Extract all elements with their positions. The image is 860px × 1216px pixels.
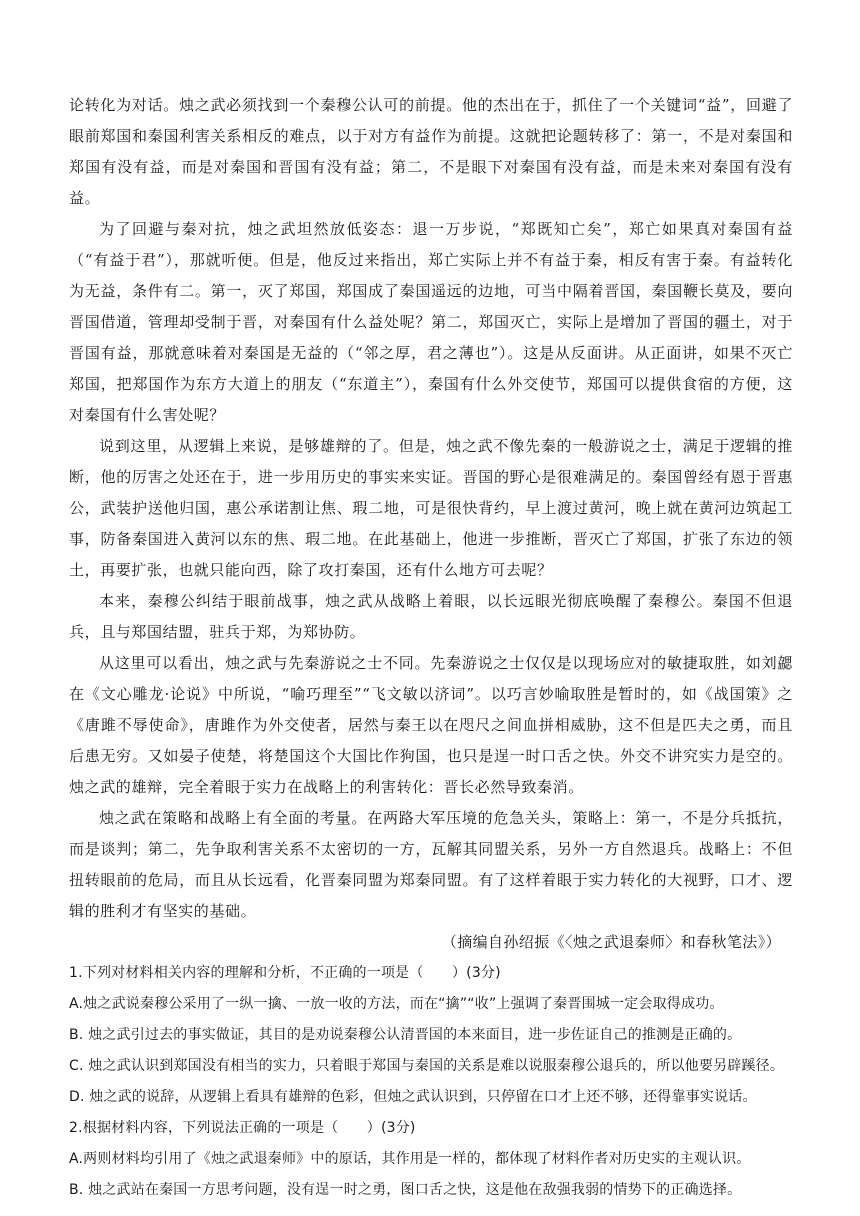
source-citation: （摘编自孙绍振《〈烛之武退秦师〉和春秋笔法》） [441,933,781,951]
paragraph-3: 说到这里，从逻辑上来说，是够雄辩的了。但是，烛之武不像先秦的一般游说之士，满足于逻辑的推断，他的厉害之处还在于，进一步用历史的事实来实证。晋国的野心是很难满足的。秦国曾经有恩于晋惠公，武装护送他归国，惠公承诺割让焦、瑕二地，可是很快背约，早上渡过黄河，晚上就在黄河边筑起工事，防备秦国进入黄河以东的焦、瑕二地。在此基础上，他进一步推断，晋灭亡了郑国，扩张了东边的领土，再要扩张，也就只能向西，除了攻打秦国，还有什么地方可去呢？ [69,437,793,579]
paragraph-2: 为了回避与秦对抗，烛之武坦然放低姿态：退一万步说，“郑既知亡矣”，郑亡如果真对秦国有益（“有益于君”），那就听便。但是，他反过来指出，郑亡实际上并不有益于秦，相反有害于秦。有益转化为无益，条件有二。第一，灭了郑国，郑国成了秦国遥远的边地，可当中隔着晋国，秦国鞭长莫及，要向晋国借道，管理却受制于晋，对秦国有什么益处呢？第二，郑国灭亡，实际上是增加了晋国的疆土，对于晋国有益，那就意味着对秦国是无益的（“邻之厚，君之薄也”）。这是从反面讲。从正面讲，如果不灭亡郑国，把郑国作为东方大道上的朋友（“东道主”），秦国有什么外交使节，郑国可以提供食宿的方便，这对秦国有什么害处呢？ [69,220,793,424]
question-2-stem: 2.根据材料内容，下列说法正确的一项是（ ）(3分) [69,1120,416,1136]
paragraph-1: 论转化为对话。烛之武必须找到一个秦穆公认可的前提。他的杰出在于，抓住了一个关键词“益”，回避了眼前郑国和秦国利害关系相反的难点，以于对方有益作为前提。这就把论题转移了：第一，不是对秦国和郑国有没有益，而是对秦国和晋国有没有益；第二，不是眼下对秦国有没有益，而是未来对秦国有没有益。 [69,96,793,207]
document-page [69,90,793,1206]
question-2-option-a: A.两则材料均引用了《烛之武退秦师》中的原话，其作用是一样的，都体现了材料作者对历史实的主观认识。 [69,1151,751,1167]
paragraph-5: 从这里可以看出，烛之武与先秦游说之士不同。先秦游说之士仅仅是以现场应对的敏捷取胜，如刘勰在《文心雕龙·论说》中所说，“喻巧理至”“飞文敏以济词”。以巧言妙喻取胜是暂时的，如《战国策》之《唐雎不辱使命》，唐雎作为外交使者，居然与秦王以在咫尺之间血拼相威胁，这不但是匹夫之勇，而且后患无穷。又如晏子使楚，将楚国这个大国比作狗国，也只是逞一时口舌之快。外交不讲究实力是空的。烛之武的雄辩，完全着眼于实力在战略上的利害转化：晋长必然导致秦消。 [69,654,793,796]
paragraph-6: 烛之武在策略和战略上有全面的考量。在两路大军压境的危急关头，策略上：第一，不是分兵抵抗，而是谈判；第二，先争取利害关系不太密切的一方，瓦解其同盟关系，另外一方自然退兵。战略上：不但扭转眼前的危局，而且从长远看，化晋秦同盟为郑秦同盟。有了这样着眼于实力转化的大视野，口才、逻辑的胜利才有坚实的基础。 [69,809,793,920]
question-1-stem: 1.下列对材料相关内容的理解和分析，不正确的一项是（ ）(3分) [69,965,501,981]
question-1 [69,958,793,1113]
essay-body [69,90,793,927]
question-1-option-b: B. 烛之武引过去的事实做证，其目的是劝说秦穆公认清晋国的本来面目，进一步佐证自己的推测是正确的。 [69,1027,742,1043]
question-2-option-b: B. 烛之武站在秦国一方思考问题，没有逞一时之勇，图口舌之快，这是他在敌强我弱的情势下的正确选择。 [69,1182,742,1198]
question-2 [69,1113,793,1206]
question-1-option-c: C. 烛之武认识到郑国没有相当的实力，只着眼于郑国与秦国的关系是难以说服秦穆公退兵的，所以他要另辟蹊径。 [69,1058,785,1074]
question-1-option-d: D. 烛之武的说辞，从逻辑上看具有雄辩的色彩，但烛之武认识到，只停留在口才上还不够，还得靠事实说话。 [69,1089,757,1105]
question-1-option-a: A.烛之武说秦穆公采用了一纵一擒、一放一收的方法，而在“擒”“收”上强调了秦晋围城一定会取得成功。 [69,996,724,1012]
paragraph-4: 本来，秦穆公纠结于眼前战事，烛之武从战略上着眼，以长远眼光彻底唤醒了秦穆公。秦国不但退兵，且与郑国结盟，驻兵于郑，为郑协防。 [69,592,793,641]
